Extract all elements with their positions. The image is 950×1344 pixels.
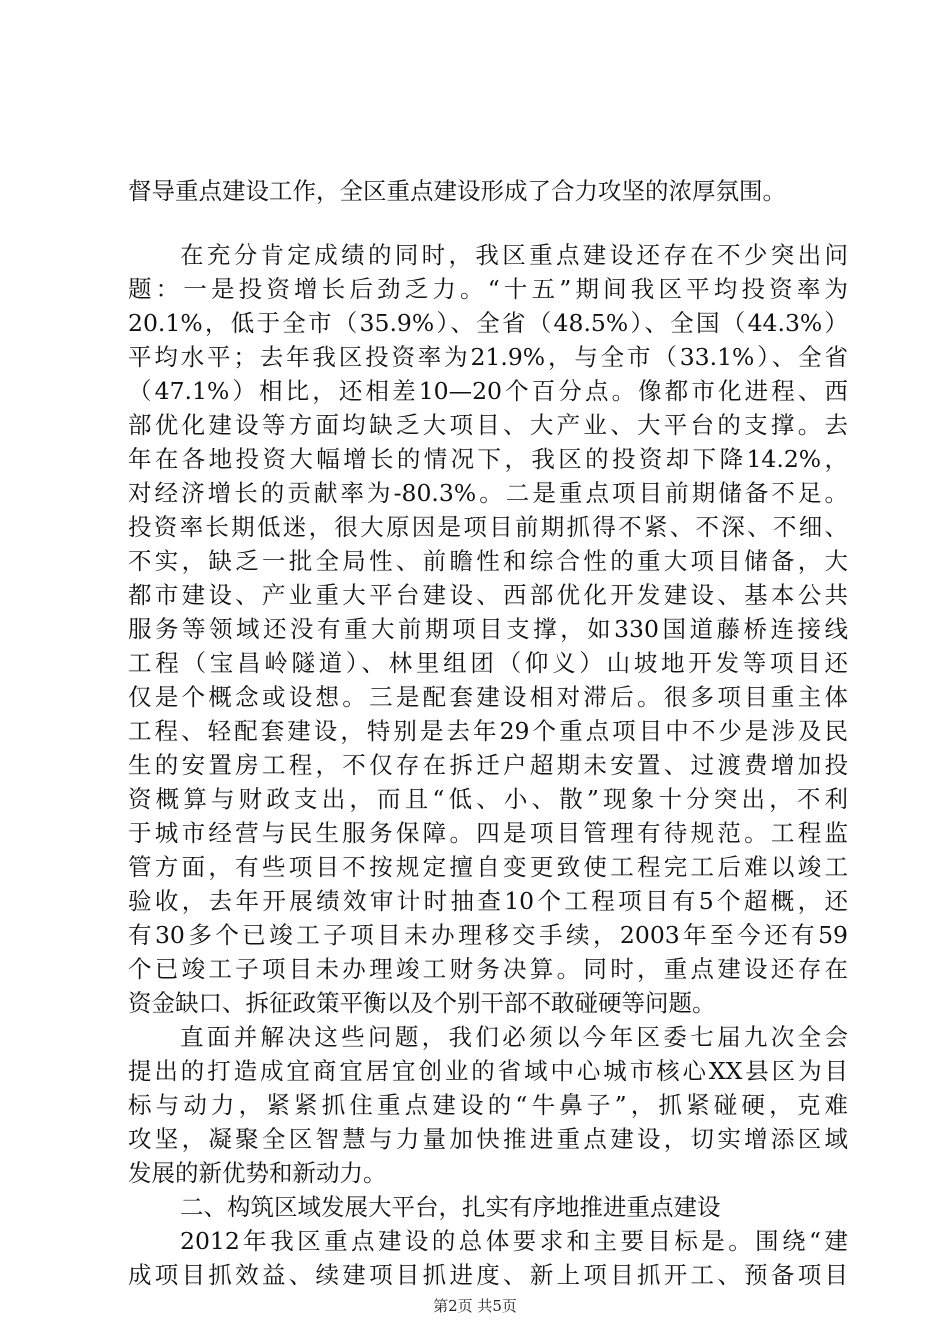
text-line: 督导重点建设工作，全区重点建设形成了合力攻坚的浓厚氛围。 — [128, 177, 786, 205]
section-heading: 二、构筑区域发展大平台，扎实有序地推进重点建设 — [180, 1193, 721, 1221]
text-line: 题：一是投资增长后劲乏力。“十五”期间我区平均投资率为 — [128, 275, 848, 303]
text-line: 年在各地投资大幅增长的情况下，我区的投资却下降14.2%， — [128, 445, 848, 473]
text-line: 个已竣工子项目未办理竣工财务决算。同时，重点建设还存在 — [128, 955, 848, 983]
text-line: 2012年我区重点建设的总体要求和主要目标是。围绕“建 — [180, 1227, 848, 1255]
text-line: 有30多个已竣工子项目未办理移交手续，2003年至今还有59 — [128, 921, 848, 949]
text-line: 服务等领域还没有重大前期项目支撑，如330国道藤桥连接线 — [128, 615, 848, 643]
text-line: 验收，去年开展绩效审计时抽查10个工程项目有5个超概，还 — [128, 887, 848, 915]
text-line: 生的安置房工程，不仅存在拆迁户超期未安置、过渡费增加投 — [128, 751, 848, 779]
text-line: （47.1%）相比，还相差10—20个百分点。像都市化进程、西 — [128, 377, 848, 405]
page-number-footer: 第2页 共5页 — [433, 1297, 517, 1315]
text-line: 工程（宝昌岭隧道）、林里组团（仰义）山坡地开发等项目还 — [128, 649, 848, 677]
text-line: 资概算与财政支出，而且“低、小、散”现象十分突出，不利 — [128, 785, 848, 813]
text-line: 标与动力，紧紧抓住重点建设的“牛鼻子”，抓紧碰硬，克难 — [128, 1091, 848, 1119]
text-line: 平均水平；去年我区投资率为21.9%，与全市（33.1%）、全省 — [128, 343, 848, 371]
text-line: 提出的打造成宜商宜居宜创业的省域中心城市核心XX县区为目 — [128, 1057, 848, 1085]
text-line: 工程、轻配套建设，特别是去年29个重点项目中不少是涉及民 — [128, 717, 848, 745]
text-line: 对经济增长的贡献率为-80.3%。二是重点项目前期储备不足。 — [128, 479, 848, 507]
text-line: 于城市经营与民生服务保障。四是项目管理有待规范。工程监 — [128, 819, 848, 847]
text-line: 部优化建设等方面均缺乏大项目、大产业、大平台的支撑。去 — [128, 411, 848, 439]
text-line: 仅是个概念或设想。三是配套建设相对滞后。很多项目重主体 — [128, 683, 848, 711]
text-line: 在充分肯定成绩的同时，我区重点建设还存在不少突出问 — [180, 241, 848, 269]
text-line: 20.1%，低于全市（35.9%）、全省（48.5%）、全国（44.3%） — [128, 309, 848, 337]
text-line: 投资率长期低迷，很大原因是项目前期抓得不紧、不深、不细、 — [128, 513, 848, 541]
text-line: 管方面，有些项目不按规定擅自变更致使工程完工后难以竣工 — [128, 853, 848, 881]
text-line: 攻坚，凝聚全区智慧与力量加快推进重点建设，切实增添区域 — [128, 1125, 848, 1153]
text-line: 直面并解决这些问题，我们必须以今年区委七届九次全会 — [180, 1023, 848, 1051]
text-line: 不实，缺乏一批全局性、前瞻性和综合性的重大项目储备，大 — [128, 547, 848, 575]
text-line: 都市建设、产业重大平台建设、西部优化开发建设、基本公共 — [128, 581, 848, 609]
text-line: 成项目抓效益、续建项目抓进度、新上项目抓开工、预备项目 — [128, 1261, 848, 1289]
text-line: 资金缺口、拆征政策平衡以及个别干部不敢碰硬等问题。 — [128, 989, 716, 1017]
text-line: 发展的新优势和新动力。 — [128, 1159, 387, 1187]
